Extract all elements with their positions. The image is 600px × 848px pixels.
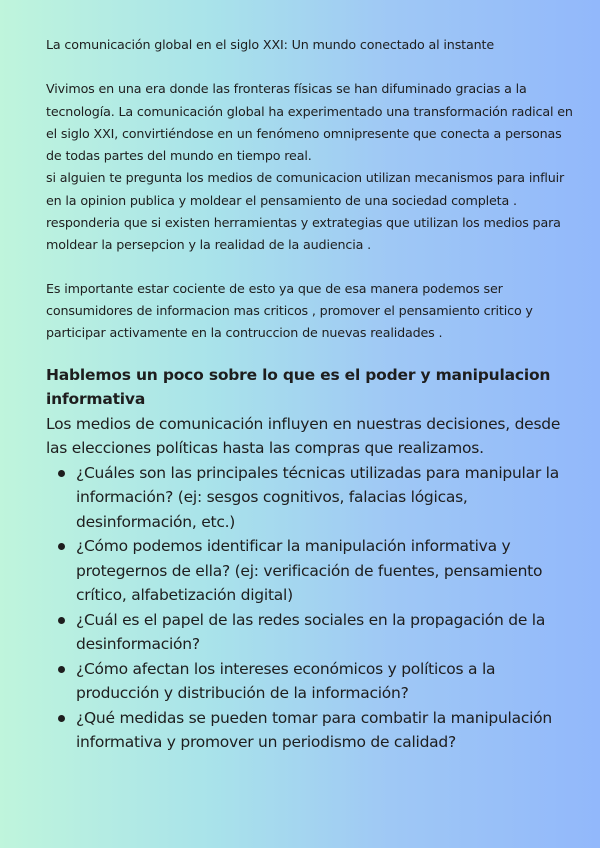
paragraph-question: si alguien te pregunta los medios de comunicacion utilizan mecanismos para influir en la opinion publica y moldear el pensamiento de una sociedad completa .: [46, 170, 565, 208]
spacer: [46, 257, 576, 278]
list-item: [46, 534, 576, 608]
document-title: La comunicación global en el siglo XXI: Un mundo conectado al instante: [46, 37, 494, 52]
spacer: [46, 56, 576, 78]
list-item-text: ¿Qué medidas se pueden tomar para combatir la manipulación informativa y promover un periodismo de calidad?: [76, 708, 552, 752]
section-heading: Hablemos un poco sobre lo que es el poder y manipulacion informativa: [46, 365, 551, 409]
paragraph-answer: responderia que si existen herramientas y extrategias que utilizan los medios para moldear la persepcion y la realidad de la audiencia .: [46, 215, 561, 253]
document-page: [46, 34, 576, 755]
list-item-text: ¿Cuáles son las principales técnicas utilizadas para manipular la información? (ej: sesgos cognitivos, falacias lógicas, desinformación, etc.): [76, 463, 559, 531]
bullet-icon: [58, 617, 65, 624]
bullet-icon: [58, 666, 65, 673]
list-item: [46, 608, 576, 657]
paragraph-importance: Es importante estar cociente de esto ya que de esa manera podemos ser consumidores de informacion mas criticos , promover el pensamiento critico y participar activamente en la contruccion de nuevas realidades .: [46, 280, 533, 341]
questions-list: [46, 461, 576, 755]
bullet-icon: [58, 715, 65, 722]
list-item-text: ¿Cómo afectan los intereses económicos y políticos a la producción y distribución de la información?: [76, 659, 496, 703]
bullet-icon: [58, 543, 65, 550]
list-item: [46, 657, 576, 706]
paragraph-intro: Vivimos en una era donde las fronteras físicas se han difuminado gracias a la tecnología. La comunicación global ha experimentado una transformación radical en el siglo XXI, convirtiéndose en un fenómeno omnipresente que conecta a personas de todas partes del mundo en tiempo real.: [46, 81, 573, 164]
list-item-text: ¿Cuál es el papel de las redes sociales en la propagación de la desinformación?: [76, 610, 546, 654]
bullet-icon: [58, 470, 65, 477]
list-item: [46, 461, 576, 535]
section-intro: Los medios de comunicación influyen en nuestras decisiones, desde las elecciones políticas hasta las compras que realizamos.: [46, 414, 561, 458]
list-item-text: ¿Cómo podemos identificar la manipulación informativa y protegernos de ella? (ej: verificación de fuentes, pensamiento crítico, alfabetización digital): [76, 537, 543, 605]
list-item: [46, 706, 576, 755]
